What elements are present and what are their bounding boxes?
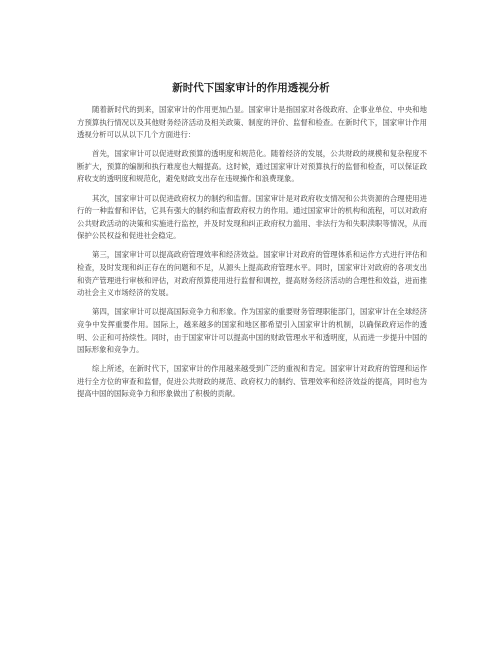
paragraph-fourth-point: 第四，国家审计可以提高国际竞争力和形象。作为国家的重要财务管理职能部门，国家审计在全球经济竞争中发挥重要作用。国际上，越来越多的国家和地区都希望引入国家审计的机制，以确保政府运作的透明、公正和可持续性。同时，由于国家审计可以提高中国的财政管理水平和透明度，从而进一步提升中国的国际形象和竞争力。 (77, 307, 427, 355)
paragraph-first-point: 首先，国家审计可以促进财政预算的透明度和规范化。随着经济的发展，公共财政的规模和复杂程度不断扩大，预算的编制和执行难度也大幅提高。这时候，通过国家审计对预算执行的监督和检查，可以保证政府收支的透明度和规范化，避免财政支出存在违规操作和浪费现象。 (77, 149, 427, 184)
document-body (77, 104, 427, 407)
document-title: 新时代下国家审计的作用透视分析 (172, 82, 330, 94)
paragraph-third-point: 第三，国家审计可以提高政府管理效率和经济效益。国家审计对政府的管理体系和运作方式进行评估和检查，及时发现和纠正存在的问题和不足，从源头上提高政府管理水平。同时，国家审计对政府的各项支出和资产管理进行审核和评估，对政府预算使用进行监督和调控，提高财务经济活动的合理性和效益，进而推动社会主义市场经济的发展。 (77, 250, 427, 298)
paragraph-second-point: 其次，国家审计可以促进政府权力的制约和监督。国家审计是对政府收支情况和公共资源的合理使用进行的一种监督和评估，它具有强大的制约和监督政府权力的作用。通过国家审计的机构和流程，可以对政府公共财政活动的决策和实施进行监控，并及时发现和纠正政府权力滥用、非法行为和失职渎职等情况，从而保护公民权益和促进社会稳定。 (77, 193, 427, 241)
paragraph-conclusion: 综上所述，在新时代下，国家审计的作用越来越受到广泛的重视和肯定。国家审计对政府的管理和运作进行全方位的审查和监督，促进公共财政的规范、政府权力的制约、管理效率和经济效益的提高，同时也为提高中国的国际竞争力和形象做出了积极的贡献。 (77, 364, 427, 399)
paragraph-intro: 随着新时代的到来，国家审计的作用更加凸显。国家审计是指国家对各级政府、企事业单位、中央和地方预算执行情况以及其他财务经济活动及相关政策、制度的评价、监督和检查。在新时代下，国家审计作用透视分析可以从以下几个方面进行： (77, 105, 427, 140)
